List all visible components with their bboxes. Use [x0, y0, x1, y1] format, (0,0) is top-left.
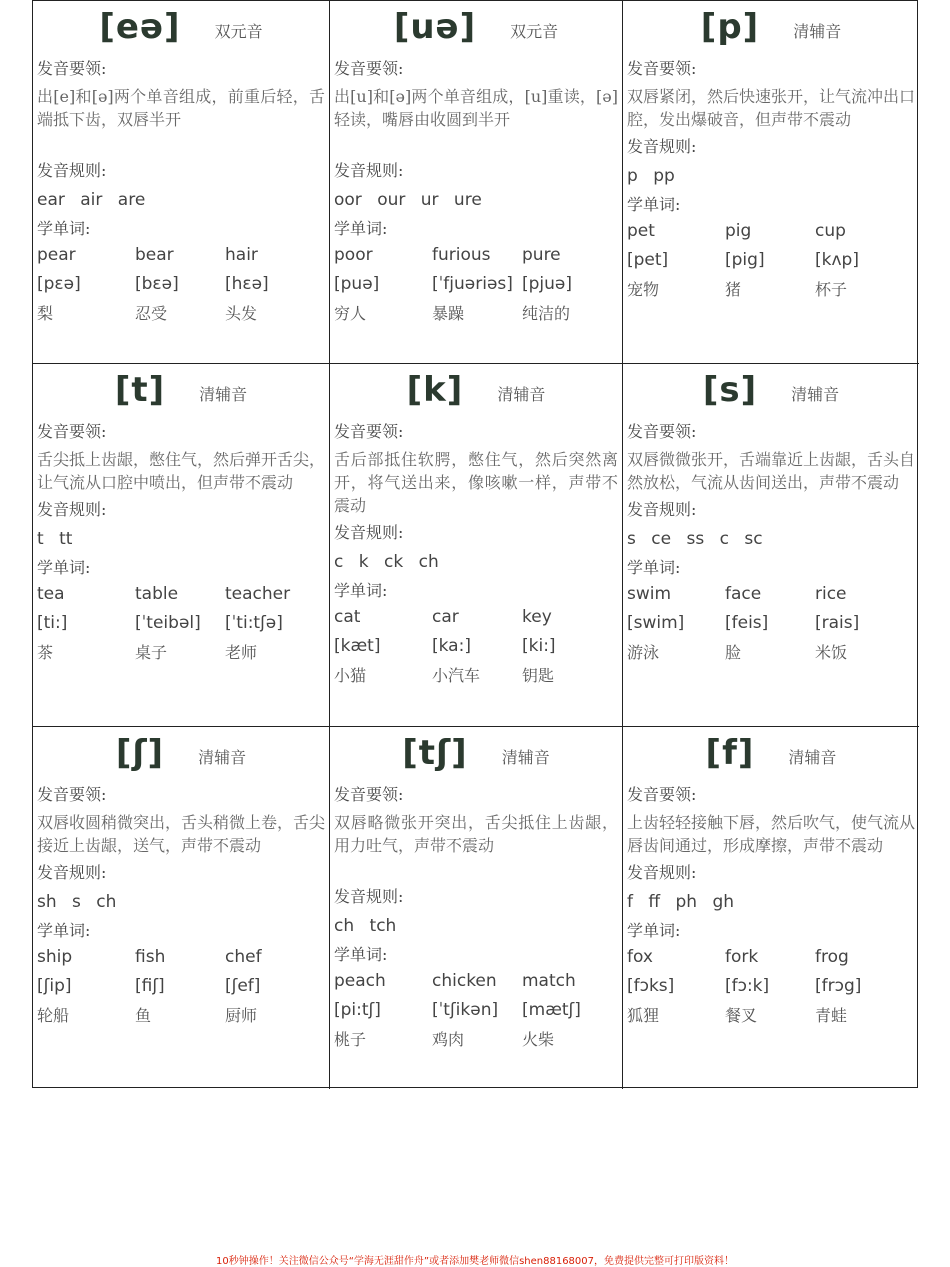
ipa: [mætʃ] — [522, 1000, 581, 1020]
ipa: [rais] — [815, 613, 860, 633]
card-header — [37, 1, 325, 53]
card-header — [334, 364, 618, 416]
spelling-rules: t tt — [37, 529, 73, 549]
meaning: 脸 — [725, 643, 742, 662]
meaning: 头发 — [225, 304, 258, 323]
spelling-rules: p pp — [627, 166, 675, 186]
word-row — [627, 943, 915, 972]
meaning: 轮船 — [37, 1006, 70, 1025]
word: rice — [815, 584, 847, 604]
phoneme-type: 清辅音 — [791, 384, 840, 404]
spelling-rules: ear air are — [37, 190, 146, 210]
meaning-row — [37, 299, 325, 328]
phoneme-type: 清辅音 — [497, 384, 546, 404]
phonetic-card — [330, 727, 623, 1089]
phonetic-symbol: [f] — [705, 733, 755, 773]
word: cup — [815, 221, 846, 241]
word: peach — [334, 971, 386, 991]
ipa: [ki:] — [522, 636, 556, 656]
word-row — [334, 603, 618, 632]
meaning-row — [37, 638, 325, 667]
tip-label: 发音要领: — [37, 422, 107, 441]
spelling-rules: sh s ch — [37, 892, 117, 912]
ipa: [pjuə] — [522, 274, 573, 294]
word: bear — [135, 245, 174, 265]
ipa: [ˈti:tʃə] — [225, 613, 283, 633]
word: pure — [522, 245, 561, 265]
rule-label: 发音规则: — [334, 161, 404, 180]
words-label: 学单词: — [334, 945, 388, 964]
meaning: 猪 — [725, 280, 742, 299]
ipa-row — [627, 972, 915, 1001]
phonetic-symbol: [k] — [406, 370, 464, 410]
rule-label: 发音规则: — [627, 500, 697, 519]
words-label: 学单词: — [37, 219, 91, 238]
word: fish — [135, 947, 166, 967]
words-label: 学单词: — [37, 558, 91, 577]
meaning: 游泳 — [627, 643, 660, 662]
word-row — [627, 217, 915, 246]
ipa-row — [37, 972, 325, 1001]
gap — [334, 857, 618, 881]
words-label: 学单词: — [334, 581, 388, 600]
ipa-row — [334, 270, 618, 299]
phonetic-symbol: [eə] — [99, 7, 181, 47]
tip-label: 发音要领: — [627, 59, 697, 78]
tip-label: 发音要领: — [37, 59, 107, 78]
ipa: [pεə] — [37, 274, 81, 294]
rule-label: 发音规则: — [627, 863, 697, 882]
meaning: 桃子 — [334, 1030, 367, 1049]
word: table — [135, 584, 179, 604]
phonetic-card — [33, 364, 330, 727]
meaning: 梨 — [37, 304, 54, 323]
card-header — [627, 364, 915, 416]
ipa: [fɔ:k] — [725, 976, 770, 996]
ipa-row — [334, 632, 618, 661]
pronunciation-tip: 舌后部抵住软腭，憋住气，然后突然离开，将气送出来，像咳嗽一样，声带不震动 — [334, 450, 618, 515]
meaning-row — [334, 661, 618, 690]
phoneme-type: 清辅音 — [199, 384, 248, 404]
words-label: 学单词: — [627, 195, 681, 214]
ipa: [ʃef] — [225, 976, 261, 996]
phonetic-symbol: [p] — [700, 7, 760, 47]
ipa: [kʌp] — [815, 250, 859, 270]
meaning-row — [37, 1001, 325, 1030]
ipa-row — [627, 246, 915, 275]
phoneme-type: 清辅音 — [788, 747, 837, 767]
meaning-row — [334, 1025, 618, 1054]
meaning: 穷人 — [334, 304, 367, 323]
spelling-rules: oor our ur ure — [334, 190, 482, 210]
meaning: 忍受 — [135, 304, 168, 323]
word: cat — [334, 607, 361, 627]
words-label: 学单词: — [37, 921, 91, 940]
ipa: [ˈfjuəriəs] — [432, 274, 513, 294]
meaning: 宠物 — [627, 280, 660, 299]
phonetic-card — [330, 1, 623, 364]
card-header — [334, 727, 618, 779]
ipa-row — [334, 996, 618, 1025]
tip-label: 发音要领: — [334, 422, 404, 441]
pronunciation-tip: 双唇收圆稍微突出，舌头稍微上卷，舌尖接近上齿龈，送气，声带不震动 — [37, 813, 326, 855]
word-row — [627, 580, 915, 609]
card-header — [37, 727, 325, 779]
pronunciation-tip: 双唇紧闭，然后快速张开，让气流冲出口腔，发出爆破音，但声带不震动 — [627, 87, 916, 129]
phonetic-card — [623, 1, 919, 364]
phoneme-type: 清辅音 — [198, 747, 247, 767]
word: teacher — [225, 584, 291, 604]
meaning: 纯洁的 — [522, 304, 571, 323]
word: match — [522, 971, 576, 991]
meaning: 茶 — [37, 643, 54, 662]
pronunciation-tip: 上齿轻轻接触下唇，然后吹气，使气流从唇齿间通过，形成摩擦，声带不震动 — [627, 813, 916, 855]
pronunciation-tip: 舌尖抵上齿龈，憋住气，然后弹开舌尖，让气流从口腔中喷出，但声带不震动 — [37, 450, 326, 492]
pronunciation-tip: 出[e]和[ə]两个单音组成，前重后轻，舌端抵下齿，双唇半开 — [37, 87, 325, 129]
meaning: 老师 — [225, 643, 258, 662]
meaning-row — [627, 1001, 915, 1030]
pronunciation-tip: 双唇微微张开，舌端靠近上齿龈，舌头自然放松，气流从齿间送出，声带不震动 — [627, 450, 916, 492]
word: face — [725, 584, 762, 604]
word: fox — [627, 947, 653, 967]
word: pear — [37, 245, 76, 265]
spelling-rules: f ff ph gh — [627, 892, 735, 912]
ipa: [puə] — [334, 274, 380, 294]
pronunciation-tip: 出[u]和[ə]两个单音组成，[u]重读，[ə]轻读，嘴唇由收圆到半开 — [334, 87, 618, 129]
word: tea — [37, 584, 65, 604]
words-label: 学单词: — [334, 219, 388, 238]
meaning: 杯子 — [815, 280, 848, 299]
rule-label: 发音规则: — [37, 161, 107, 180]
word-row — [334, 967, 618, 996]
word: furious — [432, 245, 491, 265]
word: pig — [725, 221, 752, 241]
words-label: 学单词: — [627, 558, 681, 577]
ipa: [bεə] — [135, 274, 179, 294]
spelling-rules: c k ck ch — [334, 552, 439, 572]
meaning: 桌子 — [135, 643, 168, 662]
ipa: [hεə] — [225, 274, 269, 294]
card-header — [627, 727, 915, 779]
phonetic-card — [623, 364, 919, 727]
ipa: [frɔg] — [815, 976, 862, 996]
phonetic-symbol: [tʃ] — [402, 733, 468, 773]
tip-label: 发音要领: — [334, 59, 404, 78]
ipa: [kæt] — [334, 636, 381, 656]
rule-label: 发音规则: — [37, 863, 107, 882]
ipa-row — [627, 609, 915, 638]
meaning: 厨师 — [225, 1006, 258, 1025]
meaning: 米饭 — [815, 643, 848, 662]
ipa: [pet] — [627, 250, 669, 270]
word-row — [37, 943, 325, 972]
ipa: [swim] — [627, 613, 685, 633]
ipa: [ti:] — [37, 613, 68, 633]
phoneme-type: 双元音 — [214, 21, 263, 41]
meaning-row — [627, 275, 915, 304]
word: poor — [334, 245, 373, 265]
phonetic-card — [33, 727, 330, 1089]
ipa: [pi:tʃ] — [334, 1000, 381, 1020]
meaning: 青蛙 — [815, 1006, 848, 1025]
gap — [334, 131, 618, 155]
meaning: 鸡肉 — [432, 1030, 465, 1049]
ipa-row — [37, 270, 325, 299]
card-header — [37, 364, 325, 416]
tip-label: 发音要领: — [37, 785, 107, 804]
spelling-rules: s ce ss c sc — [627, 529, 763, 549]
ipa: [fɔks] — [627, 976, 675, 996]
word: fork — [725, 947, 759, 967]
phonetic-symbol: [s] — [702, 370, 758, 410]
words-label: 学单词: — [627, 921, 681, 940]
word: chef — [225, 947, 262, 967]
meaning: 钥匙 — [522, 666, 555, 685]
phoneme-type: 双元音 — [510, 21, 559, 41]
meaning: 火柴 — [522, 1030, 555, 1049]
card-header — [334, 1, 618, 53]
word: chicken — [432, 971, 497, 991]
word: frog — [815, 947, 849, 967]
word: key — [522, 607, 552, 627]
phoneme-type: 清辅音 — [501, 747, 550, 767]
word-row — [37, 241, 325, 270]
tip-label: 发音要领: — [627, 785, 697, 804]
tip-label: 发音要领: — [627, 422, 697, 441]
meaning: 餐叉 — [725, 1006, 758, 1025]
phonetic-card — [330, 364, 623, 727]
phonetics-grid — [32, 0, 918, 1088]
ipa: [ˈteibəl] — [135, 613, 201, 633]
phonetic-symbol: [t] — [114, 370, 166, 410]
ipa: [ʃip] — [37, 976, 72, 996]
phonetic-symbol: [ʃ] — [115, 733, 165, 773]
ipa: [ˈtʃikən] — [432, 1000, 499, 1020]
word: hair — [225, 245, 258, 265]
phonetic-symbol: [uə] — [393, 7, 477, 47]
ipa: [ka:] — [432, 636, 471, 656]
footer-notice: 10秒钟操作！关注微信公众号“学海无涯甜作舟”或者添加樊老师微信shen88168007，免费提供完整可打印版资料！ — [215, 1256, 735, 1267]
phoneme-type: 清辅音 — [793, 21, 842, 41]
rule-label: 发音规则: — [334, 887, 404, 906]
spelling-rules: ch tch — [334, 916, 397, 936]
ipa-row — [37, 609, 325, 638]
rule-label: 发音规则: — [627, 137, 697, 156]
word: swim — [627, 584, 672, 604]
meaning: 狐狸 — [627, 1006, 660, 1025]
gap — [37, 131, 325, 155]
meaning-row — [627, 638, 915, 667]
word: pet — [627, 221, 655, 241]
meaning: 暴躁 — [432, 304, 465, 323]
card-header — [627, 1, 915, 53]
meaning: 鱼 — [135, 1006, 152, 1025]
ipa: [pig] — [725, 250, 765, 270]
word-row — [37, 580, 325, 609]
word-row — [334, 241, 618, 270]
ipa: [fiʃ] — [135, 976, 165, 996]
word: ship — [37, 947, 73, 967]
meaning-row — [334, 299, 618, 328]
word: car — [432, 607, 459, 627]
tip-label: 发音要领: — [334, 785, 404, 804]
pronunciation-tip: 双唇略微张开突出，舌尖抵住上齿龈，用力吐气，声带不震动 — [334, 813, 618, 855]
phonetic-card — [623, 727, 919, 1089]
ipa: [feis] — [725, 613, 769, 633]
meaning: 小猫 — [334, 666, 367, 685]
rule-label: 发音规则: — [37, 500, 107, 519]
meaning: 小汽车 — [432, 666, 481, 685]
phonetic-card — [33, 1, 330, 364]
rule-label: 发音规则: — [334, 523, 404, 542]
